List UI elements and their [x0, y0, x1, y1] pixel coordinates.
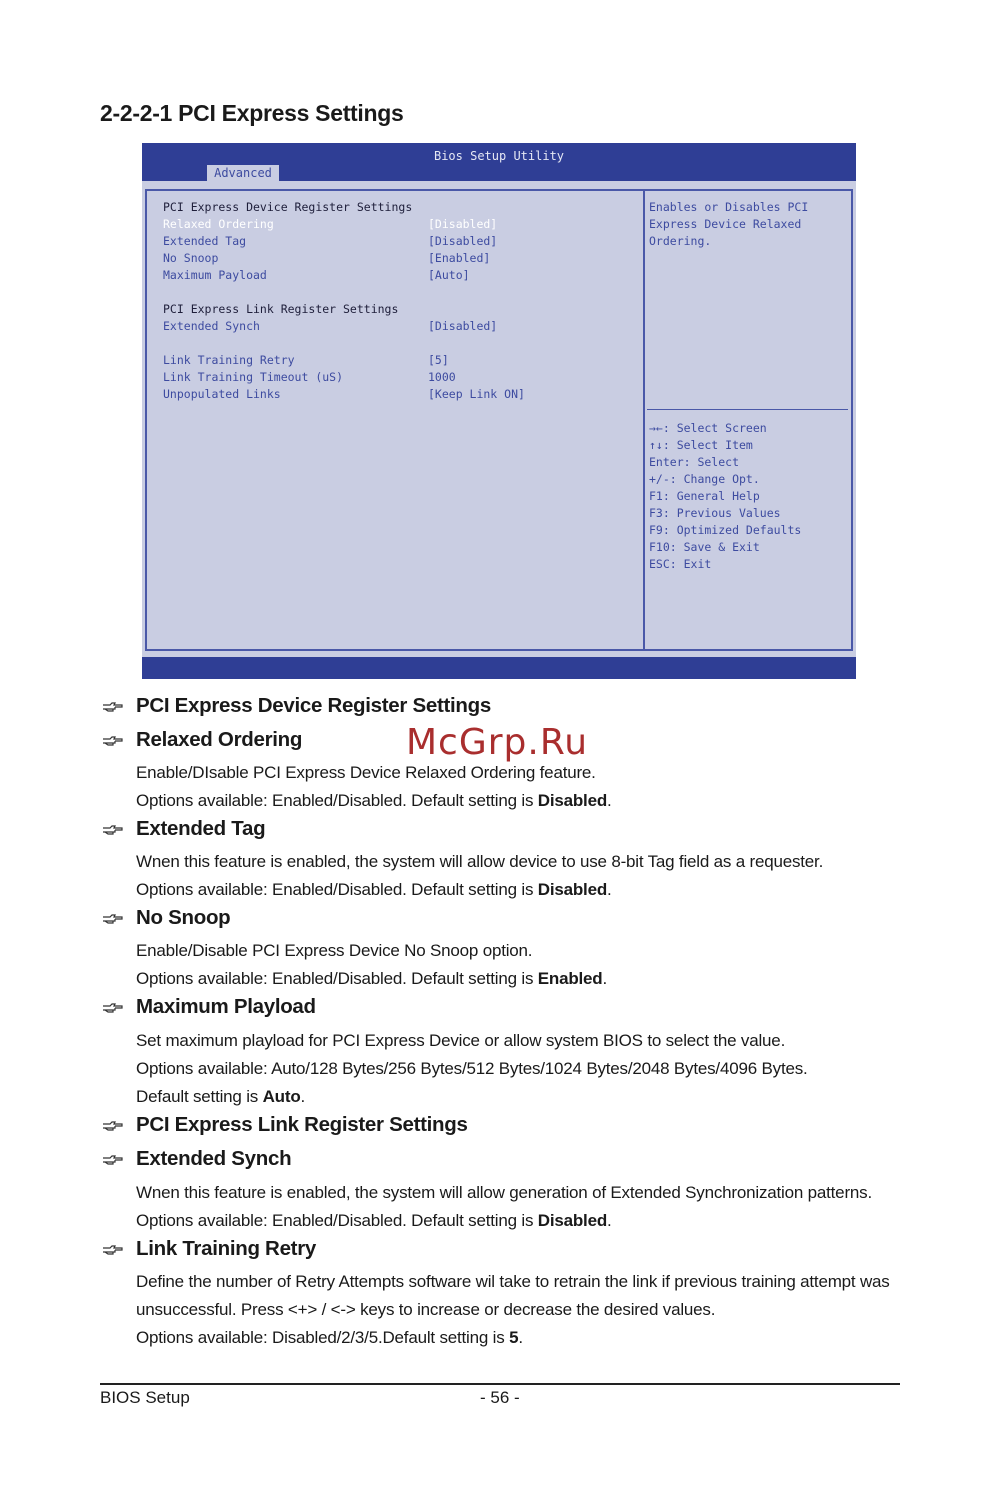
pointing-hand-icon	[102, 734, 124, 748]
desc-relaxed-ordering: Enable/DIsable PCI Express Device Relaxed Ordering feature.	[136, 763, 596, 782]
help-text-line: Ordering.	[649, 234, 712, 248]
key-hint-previous-values: F3: Previous Values	[649, 506, 781, 520]
default-max-payload: Default setting is Auto.	[136, 1087, 306, 1106]
bios-item-link-training-timeout[interactable]: Link Training Timeout (uS)	[163, 370, 344, 384]
bios-value-link-training-timeout[interactable]: 1000	[428, 370, 456, 384]
desc-extended-tag: Wnen this feature is enabled, the system will allow device to use 8-bit Tag field as a requester.	[136, 852, 824, 871]
pointing-hand-icon	[102, 1243, 124, 1257]
bios-item-extended-synch[interactable]: Extended Synch	[163, 319, 260, 333]
item-title-no-snoop: No Snoop	[136, 906, 231, 929]
key-hint-esc-exit: ESC: Exit	[649, 557, 712, 571]
section-heading: 2-2-2-1 PCI Express Settings	[100, 100, 404, 126]
desc-link-training-retry: Define the number of Retry Attempts software wil take to retrain the link if previous training attempt was	[136, 1272, 890, 1291]
footer-title: BIOS Setup	[100, 1388, 190, 1407]
pointing-hand-icon	[102, 823, 124, 837]
default-value: Enabled	[537, 969, 603, 988]
options-max-payload: Options available: Auto/128 Bytes/256 Bytes/512 Bytes/1024 Bytes/2048 Bytes/4096 Bytes.	[136, 1059, 808, 1078]
help-text-line: Enables or Disables PCI	[649, 200, 809, 214]
bios-value-no-snoop[interactable]: [Enabled]	[428, 251, 491, 265]
key-hint-change-opt: +/-: Change Opt.	[649, 472, 760, 486]
bios-value-maximum-payload[interactable]: [Auto]	[428, 268, 470, 282]
default-value: 5	[509, 1328, 519, 1347]
help-text-line: Express Device Relaxed	[649, 217, 802, 231]
item-title-device-settings: PCI Express Device Register Settings	[136, 694, 491, 717]
default-value: Disabled	[537, 791, 608, 810]
item-title-extended-synch: Extended Synch	[136, 1147, 292, 1170]
bios-value-extended-tag[interactable]: [Disabled]	[428, 234, 498, 248]
key-hint-select-screen: →←: Select Screen	[649, 421, 767, 435]
pointing-hand-icon	[102, 912, 124, 926]
key-hint-enter: Enter: Select	[649, 455, 740, 469]
item-title-extended-tag: Extended Tag	[136, 817, 266, 840]
bios-item-maximum-payload[interactable]: Maximum Payload	[163, 268, 267, 282]
options-extended-tag: Options available: Enabled/Disabled. Default setting is Disabled.	[136, 880, 612, 899]
options-link-training-retry: Options available: Disabled/2/3/5.Default setting is 5.	[136, 1328, 523, 1347]
watermark: McGrp.Ru	[406, 722, 589, 763]
tab-advanced[interactable]: Advanced	[207, 165, 279, 182]
bios-frame	[145, 189, 853, 651]
bios-value-relaxed-ordering[interactable]: [Disabled]	[428, 217, 498, 231]
bios-item-relaxed-ordering[interactable]: Relaxed Ordering	[163, 217, 274, 231]
help-separator	[647, 409, 848, 410]
item-title-max-payload: Maximum Playload	[136, 995, 316, 1018]
item-title-link-settings: PCI Express Link Register Settings	[136, 1113, 468, 1136]
bios-title: Bios Setup Utility	[433, 149, 565, 163]
page-number: - 56 -	[480, 1388, 520, 1407]
item-title-link-training-retry: Link Training Retry	[136, 1237, 316, 1260]
desc-extended-synch: Wnen this feature is enabled, the system will allow generation of Extended Synchronization patterns.	[136, 1183, 872, 1202]
bios-value-unpopulated-links[interactable]: [Keep Link ON]	[428, 387, 525, 401]
default-value: Auto	[262, 1087, 301, 1106]
pointing-hand-icon	[102, 1001, 124, 1015]
bios-item-no-snoop[interactable]: No Snoop	[163, 251, 219, 265]
footer-rule	[100, 1383, 900, 1385]
desc-max-payload: Set maximum playload for PCI Express Device or allow system BIOS to select the value.	[136, 1031, 786, 1050]
key-hint-optimized-defaults: F9: Optimized Defaults	[649, 523, 802, 537]
bios-section-device: PCI Express Device Register Settings	[163, 200, 413, 214]
key-hint-save-exit: F10: Save & Exit	[649, 540, 760, 554]
key-hint-general-help: F1: General Help	[649, 489, 760, 503]
item-title-relaxed-ordering: Relaxed Ordering	[136, 728, 303, 751]
bios-section-link: PCI Express Link Register Settings	[163, 302, 399, 316]
pointing-hand-icon	[102, 1153, 124, 1167]
default-value: Disabled	[537, 1211, 608, 1230]
bios-item-link-training-retry[interactable]: Link Training Retry	[163, 353, 295, 367]
bios-screenshot	[142, 143, 856, 679]
options-no-snoop: Options available: Enabled/Disabled. Default setting is Enabled.	[136, 969, 608, 988]
bios-value-link-training-retry[interactable]: [5]	[428, 353, 449, 367]
bios-status-bar	[142, 657, 856, 679]
bios-item-extended-tag[interactable]: Extended Tag	[163, 234, 247, 248]
bios-value-extended-synch[interactable]: [Disabled]	[428, 319, 498, 333]
options-extended-synch: Options available: Enabled/Disabled. Default setting is Disabled.	[136, 1211, 612, 1230]
desc-link-training-retry-2: unsuccessful. Press <+> / <-> keys to increase or decrease the desired values.	[136, 1300, 716, 1319]
key-hint-select-item: ↑↓: Select Item	[649, 438, 753, 452]
default-value: Disabled	[537, 880, 608, 899]
desc-no-snoop: Enable/Disable PCI Express Device No Snoop option.	[136, 941, 533, 960]
bios-divider	[643, 189, 645, 651]
pointing-hand-icon	[102, 700, 124, 714]
pointing-hand-icon	[102, 1119, 124, 1133]
options-relaxed-ordering: Options available: Enabled/Disabled. Default setting is Disabled.	[136, 791, 612, 810]
bios-item-unpopulated-links[interactable]: Unpopulated Links	[163, 387, 281, 401]
